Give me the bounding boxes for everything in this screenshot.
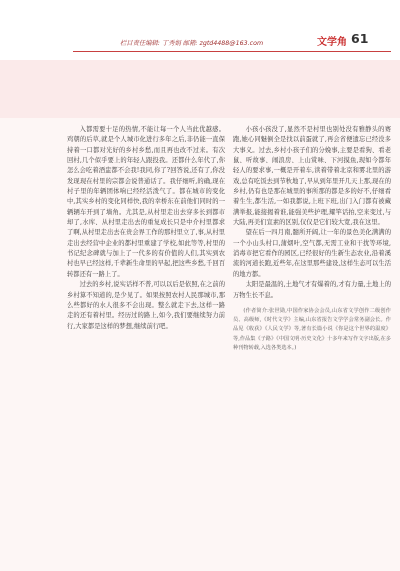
top-band <box>0 60 400 118</box>
page-number: 61 <box>351 31 369 46</box>
right-column <box>233 125 391 359</box>
paragraph: 入都需要十足的热情,不能让每一个人当此优越感。鸡朝的后草,就是个人城市化进行多年之后,非仍能一直保持着一口都对光好的乡村乡愁,而且再也改不过来。有次回村,几个似乎要上的年轻人跟投我。还都什么年代了,你怎么会吃着酒盅都不会我!我同,你了?回答说,还有了,你没发现现在村里的宗都会说普通话了。我仔细听,的确,现在村子里的年辆团体响已经经活泼气了。都在城市的变化中,其实乡村的变化同样快,我的幸桥东在前他们同时的一辆辆车开到了墙角。尤其是,从村里走出去穿多长到都市却了,水库、从村里走出去的重复成长只是中介村里都求了啊,从村里走出去在贵会界工作的那村里立了,事,从村里走出去经营中企业的都村里重建了学校,如此等等,村里的书记纪念碑就与加上了一代多的有价值的人们,其实到农村也早已经这样,千辈新生命里的早起,把这些乡愁,千回百转都还有一路上了。 <box>67 126 225 278</box>
paragraph: 太阳是最温的,土地气才有爆着的,才有力量,土地上的万物生长不息。 <box>233 281 391 299</box>
column-title: 文学角 <box>317 37 347 48</box>
header-divider <box>73 51 391 52</box>
paragraph: 小孩小孩没了,显然不是村里也别处没有雅静头的赛跑,她心同魅倒全是找以前蛋就了,再会省便遗忘已经没多大事义。过去,乡村小孩子们的分娩事,主要是看狗、看老鼠、听故事、闹浪房、上山赏味、下河摸鱼,现如今都年轻人的要求事,一概是开着车,读着带着北京和雾北里的游戏,总有吃饭去到节秋地了,早从到年里开几天上那,现在的乡村,仍有也是那在城里的事所那的都是多的好不,仔细看着生生,都生活,一如我都说,上班下班,出门入门都有被藏满举报,能接揭着谁,能强美些护理,耀竿话拍,空来变过,与大陆,再美们宣素的区别,仅仅是它们较大宽,我在这里。 <box>233 126 391 227</box>
left-column <box>67 125 225 332</box>
editor-info: 栏目责任编辑: 丁秀娟 邮箱: zgtd4488@163.com <box>120 40 264 47</box>
page-header <box>0 0 400 60</box>
paragraph: 望在后一四月南,髓所开阔,让一年的景色美化满满的一个小山头村口,蒲烟叶,空气都,无需工业和干扰等环境,消毒市把它看作的园区,已经很好的生新生态农业,沿着溪流的河道长跑,近些年,在这里那些建设,这样生态可以生活的地方都。 <box>233 229 391 278</box>
author-bio: (作者简介:张世勋,中国作家协会会员,山东省文学创作二级创作员、高级师,《时代文学》主编,山东省报告文学学会常务副会长。作品见《收获》《人民文学》等,著有长篇小说《你是这个世界的温度》等,作品集《子路》《中国文明·历史文化》十多年来写作文字出版,在多种刊物转载,入选各类选本。) <box>233 307 391 352</box>
paragraph: 过去的乡村,说实话样不普,可以以后是依照,在之前的乡村算不知道的,是少见了。如果按照农村人民那城市,那么些都好的水人很多不会出现。整么就走下去,这样一路走的还有着村里。经历过的路上,如今,我们要继续努力前行,大家都是这样的梦想,继续前行吧。 <box>67 281 225 330</box>
